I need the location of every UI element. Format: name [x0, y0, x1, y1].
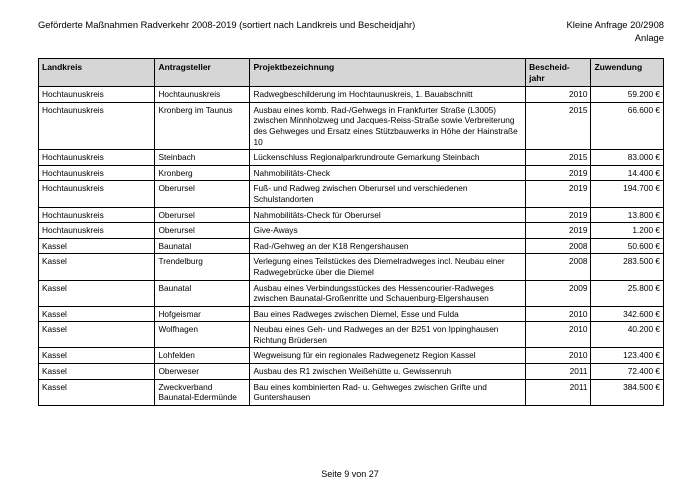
cell-landkreis: Hochtaunuskreis — [39, 165, 155, 181]
cell-bescheidjahr: 2015 — [526, 102, 591, 149]
cell-landkreis: Kassel — [39, 280, 155, 306]
cell-projektbezeichnung: Nahmobilitäts-Check für Oberursel — [250, 207, 526, 223]
cell-landkreis: Kassel — [39, 254, 155, 280]
cell-landkreis: Hochtaunuskreis — [39, 102, 155, 149]
document-header — [0, 0, 700, 44]
cell-projektbezeichnung: Wegweisung für ein regionales Radwegenetz Region Kassel — [250, 348, 526, 364]
cell-antragsteller: Kronberg im Taunus — [155, 102, 250, 149]
column-header-zuwendung: Zuwendung — [591, 59, 664, 87]
document-reference — [567, 18, 664, 44]
column-header-bescheidjahr-line2: jahr — [529, 72, 545, 83]
cell-projektbezeichnung: Bau eines kombinierten Rad- u. Gehweges zwischen Grifte und Guntershausen — [250, 379, 526, 405]
cell-landkreis: Hochtaunuskreis — [39, 223, 155, 239]
cell-landkreis: Kassel — [39, 322, 155, 348]
table-container — [0, 44, 700, 406]
cell-antragsteller: Lohfelden — [155, 348, 250, 364]
table-row — [39, 102, 664, 149]
table-row — [39, 306, 664, 322]
cell-antragsteller: Oberursel — [155, 181, 250, 207]
cell-zuwendung: 13.800 € — [591, 207, 664, 223]
cell-bescheidjahr: 2010 — [526, 306, 591, 322]
cell-projektbezeichnung: Fuß- und Radweg zwischen Oberursel und verschiedenen Schulstandorten — [250, 181, 526, 207]
cell-zuwendung: 194.700 € — [591, 181, 664, 207]
cell-landkreis: Kassel — [39, 348, 155, 364]
cell-antragsteller: Hochtaunuskreis — [155, 87, 250, 103]
column-header-landkreis: Landkreis — [39, 59, 155, 87]
cell-bescheidjahr: 2008 — [526, 238, 591, 254]
cell-antragsteller: Kronberg — [155, 165, 250, 181]
cell-zuwendung: 1.200 € — [591, 223, 664, 239]
cell-bescheidjahr: 2019 — [526, 223, 591, 239]
cell-antragsteller: Oberursel — [155, 223, 250, 239]
cell-bescheidjahr: 2010 — [526, 322, 591, 348]
cell-landkreis: Kassel — [39, 238, 155, 254]
column-header-projektbezeichnung: Projektbezeichnung — [250, 59, 526, 87]
cell-bescheidjahr: 2010 — [526, 87, 591, 103]
table-row — [39, 322, 664, 348]
grants-table — [38, 58, 664, 406]
document-title: Geförderte Maßnahmen Radverkehr 2008-2019 (sortiert nach Landkreis und Bescheidjahr) — [38, 19, 416, 30]
cell-bescheidjahr: 2011 — [526, 379, 591, 405]
cell-landkreis: Hochtaunuskreis — [39, 181, 155, 207]
cell-projektbezeichnung: Ausbau eines komb. Rad-/Gehwegs in Frankfurter Straße (L3005) zwischen Minnholzweg und Jacques-Reiss-Straße sowie Verbreiterung des Gehweges und Ersatz eines Stützbauwerks in Höhe der Hainstraße 10 — [250, 102, 526, 149]
cell-bescheidjahr: 2019 — [526, 165, 591, 181]
cell-landkreis: Hochtaunuskreis — [39, 87, 155, 103]
cell-antragsteller: Oberursel — [155, 207, 250, 223]
cell-bescheidjahr: 2015 — [526, 150, 591, 166]
cell-landkreis: Hochtaunuskreis — [39, 150, 155, 166]
cell-projektbezeichnung: Nahmobilitäts-Check — [250, 165, 526, 181]
column-header-antragsteller: Antragsteller — [155, 59, 250, 87]
table-row — [39, 280, 664, 306]
cell-antragsteller: Steinbach — [155, 150, 250, 166]
table-row — [39, 223, 664, 239]
cell-antragsteller: Hofgeismar — [155, 306, 250, 322]
table-row — [39, 165, 664, 181]
cell-antragsteller: Zweckverband Baunatal-Edermünde — [155, 379, 250, 405]
cell-landkreis: Kassel — [39, 306, 155, 322]
cell-projektbezeichnung: Give-Aways — [250, 223, 526, 239]
cell-bescheidjahr: 2010 — [526, 348, 591, 364]
cell-projektbezeichnung: Bau eines Radweges zwischen Diemel, Esse und Fulda — [250, 306, 526, 322]
table-row — [39, 238, 664, 254]
cell-zuwendung: 72.400 € — [591, 364, 664, 380]
table-row — [39, 379, 664, 405]
cell-projektbezeichnung: Neubau eines Geh- und Radweges an der B251 von Ippinghausen Richtung Brüdersen — [250, 322, 526, 348]
table-row — [39, 348, 664, 364]
cell-bescheidjahr: 2009 — [526, 280, 591, 306]
cell-zuwendung: 283.500 € — [591, 254, 664, 280]
cell-projektbezeichnung: Radwegbeschilderung im Hochtaunuskreis, 1. Bauabschnitt — [250, 87, 526, 103]
cell-zuwendung: 40.200 € — [591, 322, 664, 348]
cell-zuwendung: 123.400 € — [591, 348, 664, 364]
cell-projektbezeichnung: Ausbau des R1 zwischen Weißehütte u. Gewissenruh — [250, 364, 526, 380]
cell-zuwendung: 50.600 € — [591, 238, 664, 254]
cell-projektbezeichnung: Rad-/Gehweg an der K18 Rengershausen — [250, 238, 526, 254]
cell-projektbezeichnung: Ausbau eines Verbindungsstückes des Hessencourier-Radweges zwischen Baunatal-Großenritte und Schauenburg-Elgershausen — [250, 280, 526, 306]
cell-zuwendung: 59.200 € — [591, 87, 664, 103]
cell-projektbezeichnung: Lückenschluss Regionalparkrundroute Gemarkung Steinbach — [250, 150, 526, 166]
reference-number: Kleine Anfrage 20/2908 — [566, 19, 664, 30]
cell-antragsteller: Trendelburg — [155, 254, 250, 280]
column-header-bescheidjahr — [526, 59, 591, 87]
cell-bescheidjahr: 2019 — [526, 207, 591, 223]
page-footer: Seite 9 von 27 — [321, 469, 379, 479]
cell-antragsteller: Wolfhagen — [155, 322, 250, 348]
cell-bescheidjahr: 2019 — [526, 181, 591, 207]
table-header-row — [39, 59, 664, 87]
table-row — [39, 254, 664, 280]
table-row — [39, 181, 664, 207]
cell-landkreis: Hochtaunuskreis — [39, 207, 155, 223]
column-header-bescheidjahr-line1: Bescheid- — [529, 62, 570, 72]
table-row — [39, 207, 664, 223]
cell-zuwendung: 66.600 € — [591, 102, 664, 149]
cell-zuwendung: 342.600 € — [591, 306, 664, 322]
cell-antragsteller: Baunatal — [155, 238, 250, 254]
table-body — [39, 87, 664, 406]
cell-antragsteller: Baunatal — [155, 280, 250, 306]
table-row — [39, 87, 664, 103]
table-row — [39, 364, 664, 380]
cell-zuwendung: 25.800 € — [591, 280, 664, 306]
cell-antragsteller: Oberweser — [155, 364, 250, 380]
cell-zuwendung: 83.000 € — [591, 150, 664, 166]
reference-annex: Anlage — [634, 32, 664, 43]
cell-projektbezeichnung: Verlegung eines Teilstückes des Diemelradweges incl. Neubau einer Radwegebrücke über die Diemel — [250, 254, 526, 280]
cell-landkreis: Kassel — [39, 379, 155, 405]
table-row — [39, 150, 664, 166]
cell-zuwendung: 384.500 € — [591, 379, 664, 405]
cell-zuwendung: 14.400 € — [591, 165, 664, 181]
cell-landkreis: Kassel — [39, 364, 155, 380]
cell-bescheidjahr: 2008 — [526, 254, 591, 280]
cell-bescheidjahr: 2011 — [526, 364, 591, 380]
